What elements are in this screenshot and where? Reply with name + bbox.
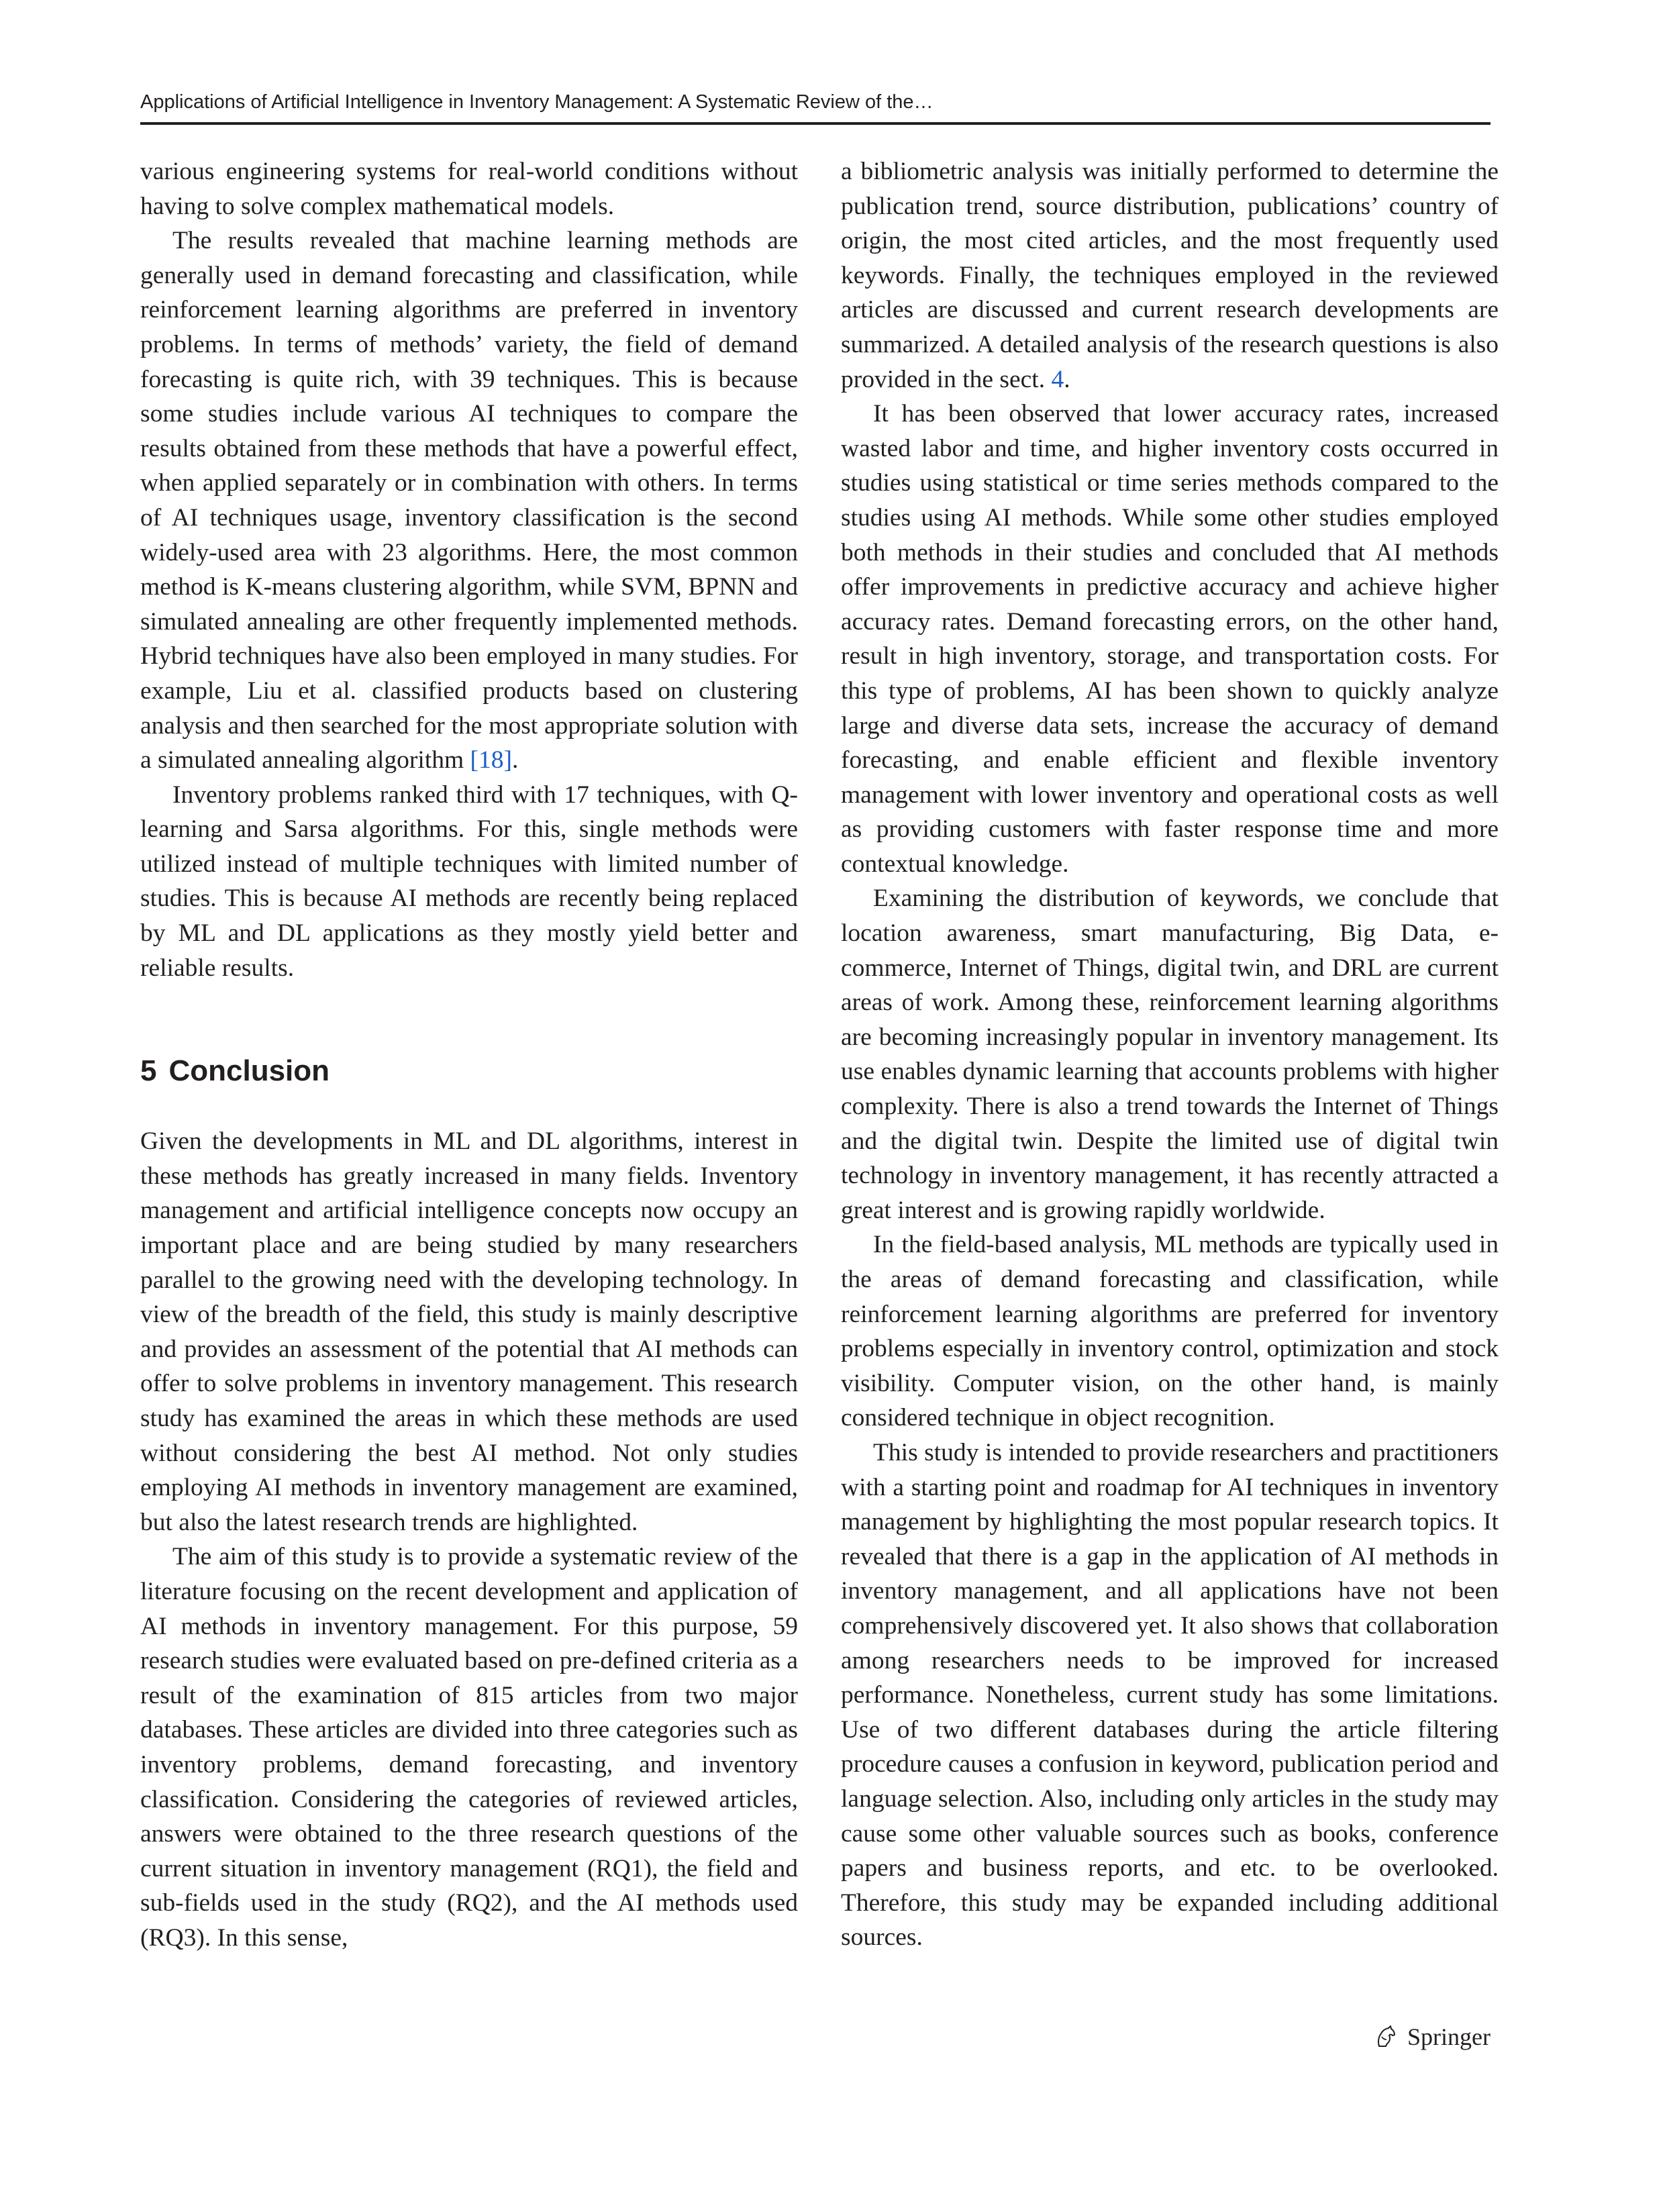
paragraph: This study is intended to provide researchers and practitioners with a starting point and roadmap for AI techniques in inventory management by highlighting the most popular research topics. It revealed that there is a gap in the application of AI methods in inventory management, and all applications have not been comprehensively discovered yet. It also shows that collaboration among researchers needs to be improved for increased performance. Nonetheless, current study has some limitations. Use of two different databases during the article filtering procedure causes a confusion in keyword, publication period and language selection. Also, including only articles in the study may cause some other valuable sources such as books, conference papers and business reports, and etc. to be overlooked. Therefore, this study may be expanded including additional sources. [841, 1438, 1499, 1952]
paragraph-end: . [512, 746, 519, 774]
paragraph-text: a bibliometric analysis was initially performed to determine the publication trend, source distribution, publications’ country of origin, the most cited articles, and the most frequently used keywords. Finally, the techniques employed in the reviewed articles are discussed and current research developments are summarized. A detailed analysis of the research questions is also provided in the sect. [841, 158, 1499, 393]
paragraph: In the field-based analysis, ML methods are typically used in the areas of demand forecasting and classification, while reinforcement learning algorithms are preferred for inventory problems especially in inventory control, optimization and stock visibility. Computer vision, on the other hand, is mainly considered technique in object recognition. [841, 1231, 1499, 1432]
section-title: Conclusion [168, 1054, 330, 1088]
publisher-name: Springer [1407, 2023, 1491, 2050]
left-column [140, 154, 798, 1956]
paragraph [140, 223, 798, 778]
header-rule [140, 122, 1491, 125]
paragraph-end: . [1064, 365, 1070, 393]
springer-horse-icon [1372, 2023, 1399, 2050]
section-number: 5 [140, 1054, 157, 1088]
paragraph: Examining the distribution of keywords, we conclude that location awareness, smart manufacturing, Big Data, e-commerce, Internet of Things, digital twin, and DRL are current areas of work. Among these, reinforcement learning algorithms are becoming increasingly popular in inventory management. Its use enables dynamic learning that accounts problems with higher complexity. There is also a trend towards the Internet of Things and the digital twin. Despite the limited use of digital twin technology in inventory management, it has recently attracted a great interest and is growing rapidly worldwide. [841, 885, 1499, 1224]
paragraph-text: The results revealed that machine learning methods are generally used in demand forecasting and classification, while reinforcement learning algorithms are preferred in inventory problems. In terms of methods’ variety, the field of demand forecasting is quite rich, with 39 techniques. This is because some studies include various AI techniques to compare the results obtained from these methods that have a powerful effect, when applied separately or in combination with others. In terms of AI techniques usage, inventory classification is the second widely-used area with 23 algorithms. Here, the most common method is K-means clustering algorithm, while SVM, BPNN and simulated annealing are other frequently implemented methods. Hybrid techniques have also been employed in many studies. For example, Liu et al. classified products based on clustering analysis and then searched for the most appropriate solution with a simulated annealing algorithm [140, 227, 798, 774]
paragraph: It has been observed that lower accuracy rates, increased wasted labor and time, and higher inventory costs occurred in studies using statistical or time series methods compared to the studies using AI methods. While some other studies employed both methods in their studies and concluded that AI methods offer improvements in predictive accuracy and achieve higher accuracy rates. Demand forecasting errors, on the other hand, result in high inventory, storage, and transportation costs. For this type of problems, AI has been shown to quickly analyze large and diverse data sets, increase the accuracy of demand forecasting, and enable efficient and flexible inventory management with lower inventory and operational costs as well as providing customers with faster response time and more contextual knowledge. [841, 400, 1499, 878]
right-column [841, 154, 1499, 1955]
paragraph: The aim of this study is to provide a systematic review of the literature focusing on the recent development and application of AI methods in inventory management. For this purpose, 59 research studies were evaluated based on pre-defined criteria as a result of the examination of 815 articles from two major databases. These articles are divided into three categories such as inventory problems, demand forecasting, and inventory classification. Considering the categories of reviewed articles, answers were obtained to the three research questions of the current situation in inventory management (RQ1), the field and sub-fields used in the study (RQ2), and the AI methods used (RQ3). In this sense, [140, 1543, 798, 1952]
paragraph: various engineering systems for real-world conditions without having to solve complex mathematical models. [140, 158, 798, 220]
running-head: Applications of Artificial Intelligence in Inventory Management: A Systematic Review of the… [140, 91, 934, 113]
paragraph: Given the developments in ML and DL algorithms, interest in these methods has greatly increased in many fields. Inventory management and artificial intelligence concepts now occupy an important place and are being studied by many researchers parallel to the growing need with the developing technology. In view of the breadth of the field, this study is mainly descriptive and provides an assessment of the potential that AI methods can offer to solve problems in inventory management. This research study has examined the areas in which these methods are used without considering the best AI method. Not only studies employing AI methods in inventory management are examined, but also the latest research trends are highlighted. [140, 1127, 798, 1536]
citation-link[interactable]: [18] [470, 746, 513, 774]
publisher-logo [1372, 2022, 1491, 2052]
section-link[interactable]: 4 [1051, 365, 1064, 393]
paragraph: Inventory problems ranked third with 17 techniques, with Q-learning and Sarsa algorithms. For this, single methods were utilized instead of multiple techniques with limited number of studies. This is because AI methods are recently being replaced by ML and DL applications as they mostly yield better and reliable results. [140, 781, 798, 982]
section-heading [140, 1052, 798, 1090]
paragraph [841, 154, 1499, 397]
